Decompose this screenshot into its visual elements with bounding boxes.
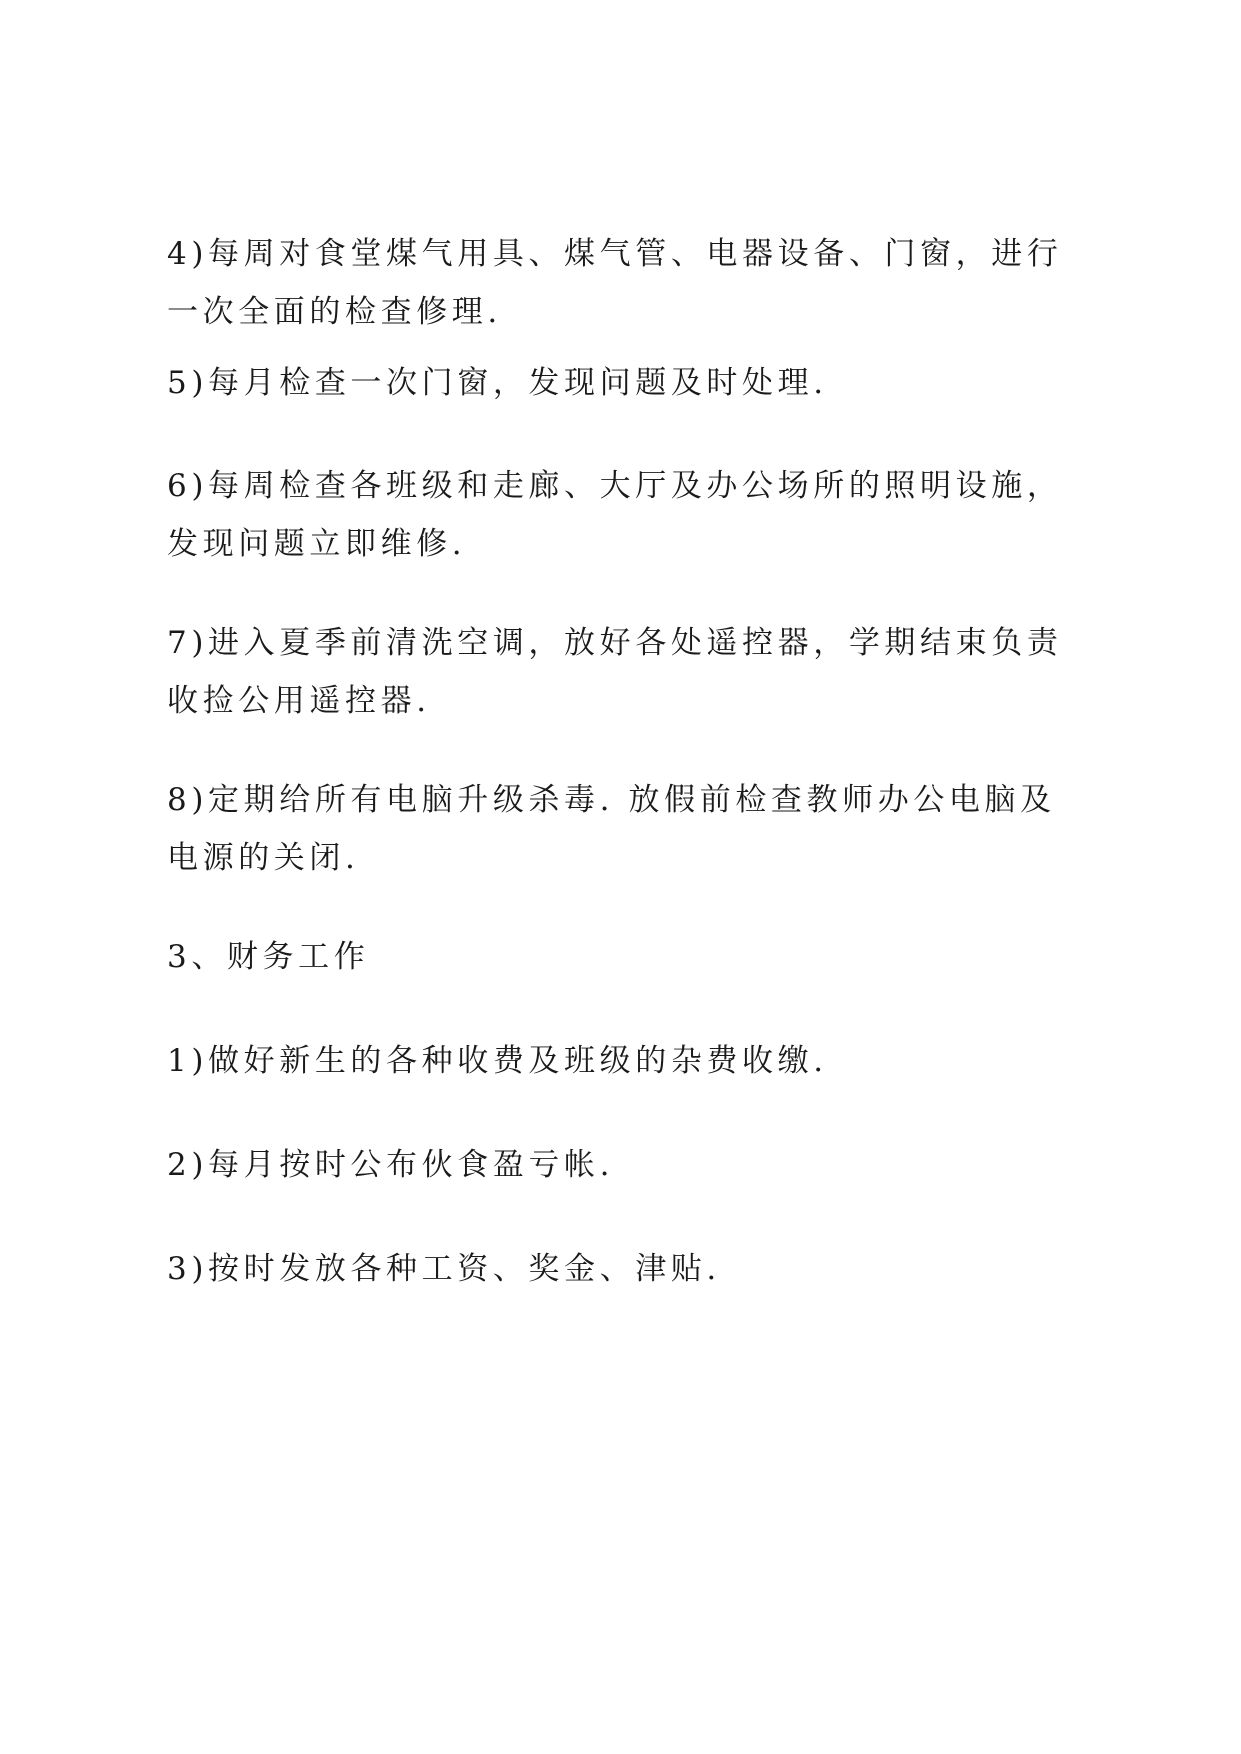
paragraph-finance-1: 1)做好新生的各种收费及班级的杂费收缴. xyxy=(167,1043,828,1079)
paragraph-item-8: 8)定期给所有电脑升级杀毒. 放假前检查教师办公电脑及电源的关闭. xyxy=(167,782,1056,876)
paragraph-item-6: 6)每周检查各班级和走廊、大厅及办公场所的照明设施，发现问题立即维修. xyxy=(167,468,1063,562)
paragraph-item-7: 7)进入夏季前清洗空调，放好各处遥控器，学期结束负责收捡公用遥控器. xyxy=(167,625,1063,719)
paragraph-item-4: 4)每周对食堂煤气用具、煤气管、电器设备、门窗，进行一次全面的检查修理. xyxy=(167,236,1063,330)
paragraph-finance-3: 3)按时发放各种工资、奖金、津贴. xyxy=(167,1251,721,1287)
paragraph-finance-2: 2)每月按时公布伙食盈亏帐. xyxy=(167,1147,615,1183)
section-heading-finance: 3、财务工作 xyxy=(167,939,370,975)
paragraph-item-5: 5)每月检查一次门窗，发现问题及时处理. xyxy=(167,365,828,401)
